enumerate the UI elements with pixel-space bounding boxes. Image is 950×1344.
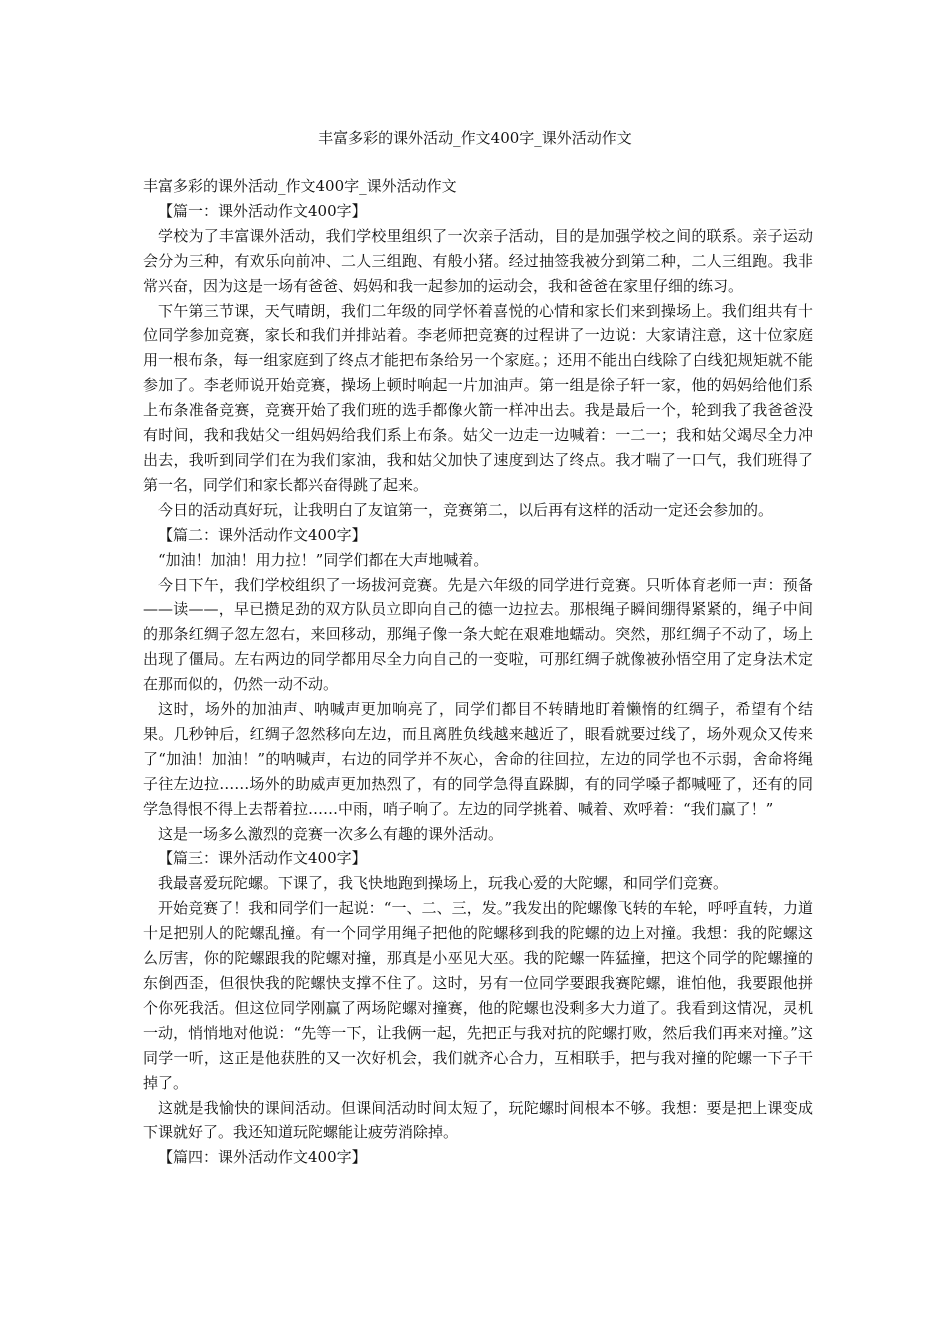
paragraph: “加油！加油！用力拉！”同学们都在大声地喊着。	[158, 550, 489, 569]
document-heading: 丰富多彩的课外活动_作文400字_课外活动作文	[143, 177, 457, 195]
paragraph: 这就是我愉快的课间活动。但课间活动时间太短了，玩陀螺时间根本不够。我想：要是把上课变成下课就好了。我还知道玩陀螺能让疲劳消除掉。	[143, 1098, 813, 1142]
paragraph: 学校为了丰富课外活动，我们学校里组织了一次亲子活动，目的是加强学校之间的联系。亲子运动会分为三种，有欢乐向前冲、二人三组跑、有般小猪。经过抽签我被分到第二种，二人三组跑。我非常兴奋，因为这是一场有爸爸、妈妈和我一起参加的运动会，我和爸爸在家里仔细的练习。	[143, 226, 813, 295]
section-heading: 【篇一：课外活动作文400字】	[158, 201, 367, 220]
paragraph: 这是一场多么激烈的竞赛一次多么有趣的课外活动。	[158, 824, 504, 843]
paragraph: 下午第三节课，天气晴朗，我们二年级的同学怀着喜悦的心情和家长们来到操场上。我们组共有十位同学参加竞赛，家长和我们并排站着。李老师把竞赛的过程讲了一边说：大家请注意，这十位家庭用一根布条，每一组家庭到了终点才能把布条给另一个家庭。；还用不能出白线除了白线犯规矩就不能参加了。李老师说开始竞赛，操场上顿时响起一片加油声。第一组是徐子轩一家，他的妈妈给他们系上布条准备竞赛，竞赛开始了我们班的选手都像火箭一样冲出去。我是最后一个，轮到我了我爸爸没有时间，我和我姑父一组妈妈给我们系上布条。姑父一边走一边喊着：一二一；我和姑父竭尽全力冲出去，我听到同学们在为我们家油，我和姑父加快了速度到达了终点。我才喘了一口气，我们班得了第一名，同学们和家长都兴奋得跳了起来。	[143, 301, 813, 494]
article-body	[143, 174, 813, 1170]
section-heading: 【篇三：课外活动作文400字】	[158, 849, 367, 868]
page-title: 丰富多彩的课外活动_作文400字_课外活动作文	[318, 129, 632, 147]
section-heading: 【篇二：课外活动作文400字】	[158, 525, 367, 544]
section-heading: 【篇四：课外活动作文400字】	[158, 1148, 367, 1167]
paragraph: 这时，场外的加油声、呐喊声更加响亮了，同学们都目不转睛地盯着懒惰的红绸子，希望有个结果。几秒钟后，红绸子忽然移向左边，而且离胜负线越来越近了，眼看就要过线了，场外观众又传来了“加油！加油！”的呐喊声，右边的同学并不灰心，舍命的往回拉，左边的同学也不示弱，舍命将绳子往左边拉……场外的助威声更加热烈了，有的同学急得直跺脚，有的同学嗓子都喊哑了，还有的同学急得恨不得上去帮着拉……中雨，哨子响了。左边的同学挑着、喊着、欢呼着：“我们赢了！”	[143, 700, 813, 818]
paragraph: 我最喜爱玩陀螺。下课了，我飞快地跑到操场上，玩我心爱的大陀螺，和同学们竞赛。	[158, 874, 729, 893]
paragraph: 开始竞赛了！我和同学们一起说：“一、二、三，发。”我发出的陀螺像飞转的车轮，呼呼直转，力道十足把别人的陀螺乱撞。有一个同学用绳子把他的陀螺移到我的陀螺的边上对撞。我想：我的陀螺这么厉害，你的陀螺跟我的陀螺对撞，那真是小巫见大巫。我的陀螺一阵猛撞，把这个同学的陀螺撞的东倒西歪，但很快我的陀螺快支撑不住了。这时，另有一位同学要跟我赛陀螺，谁怕他，我要跟他拼个你死我活。但这位同学刚赢了两场陀螺对撞赛，他的陀螺也没剩多大力道了。我看到这情况，灵机一动，悄悄地对他说：“先等一下，让我俩一起，先把正与我对抗的陀螺打败，然后我们再来对撞。”这同学一听，这正是他获胜的又一次好机会，我们就齐心合力，互相联手，把与我对撞的陀螺一下子干掉了。	[143, 899, 813, 1092]
paragraph: 今日的活动真好玩，让我明白了友谊第一，竞赛第二，以后再有这样的活动一定还会参加的。	[158, 500, 774, 519]
paragraph: 今日下午，我们学校组织了一场拔河竞赛。先是六年级的同学进行竞赛。只听体育老师一声：预备——读——，早已攒足劲的双方队员立即向自己的德一边拉去。那根绳子瞬间绷得紧紧的，绳子中间的那条红绸子忽左忽右，来回移动，那绳子像一条大蛇在艰难地蠕动。突然，那红绸子不动了，场上出现了僵局。左右两边的同学都用尽全力向自己的一变啦，可那红绸子就像被孙悟空用了定身法术定在那而似的，仍然一动不动。	[143, 575, 813, 694]
